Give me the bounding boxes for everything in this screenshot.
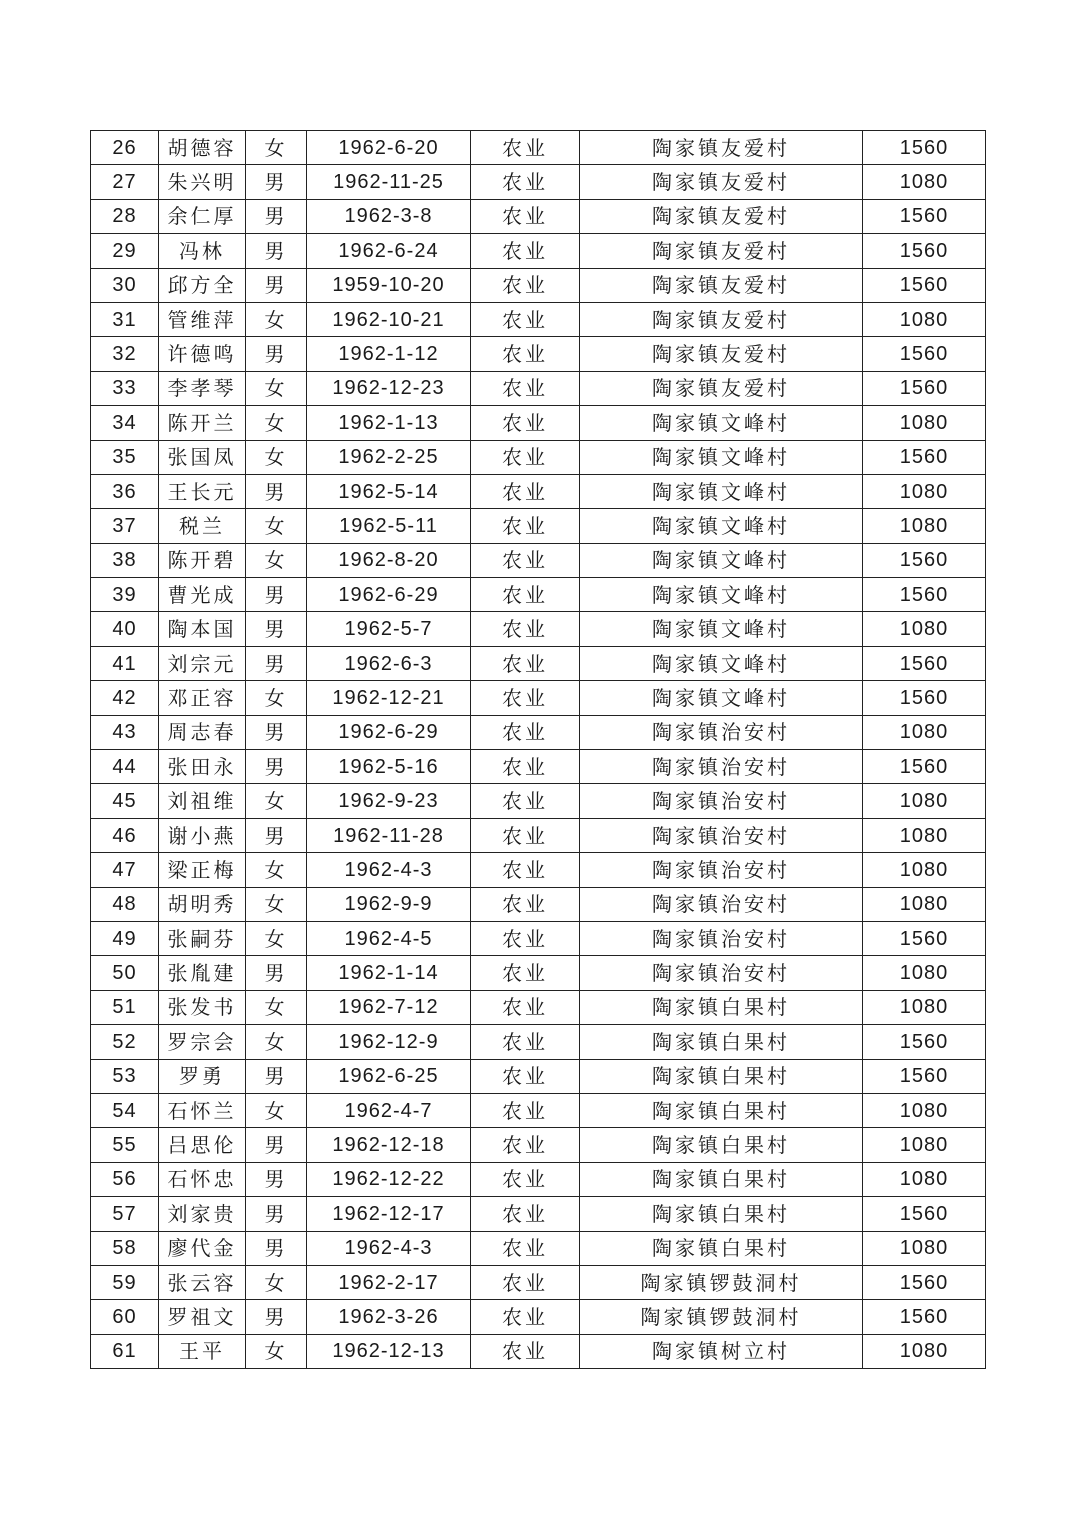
address-cell: 陶家镇白果村 (580, 1128, 863, 1162)
amount-cell: 1080 (863, 853, 986, 887)
row-number-cell: 48 (91, 887, 159, 921)
row-number-cell: 26 (91, 131, 159, 165)
occupation-cell: 农业 (471, 1128, 580, 1162)
sex-cell: 女 (246, 1093, 307, 1127)
table-row (91, 371, 986, 405)
row-number-cell: 28 (91, 199, 159, 233)
birth-date-cell: 1962-12-17 (307, 1197, 471, 1231)
birth-date-cell: 1962-1-14 (307, 956, 471, 990)
occupation-cell: 农业 (471, 1162, 580, 1196)
address-cell: 陶家镇治安村 (580, 784, 863, 818)
name-cell: 陈开碧 (159, 543, 246, 577)
table-row (91, 921, 986, 955)
table-row (91, 646, 986, 680)
table-row (91, 853, 986, 887)
row-number-cell: 31 (91, 302, 159, 336)
table-row (91, 681, 986, 715)
birth-date-cell: 1962-2-25 (307, 440, 471, 474)
address-cell: 陶家镇白果村 (580, 990, 863, 1024)
sex-cell: 男 (246, 750, 307, 784)
amount-cell: 1560 (863, 440, 986, 474)
occupation-cell: 农业 (471, 715, 580, 749)
name-cell: 罗祖文 (159, 1300, 246, 1334)
table-row (91, 1059, 986, 1093)
birth-date-cell: 1962-12-9 (307, 1025, 471, 1059)
address-cell: 陶家镇文峰村 (580, 612, 863, 646)
address-cell: 陶家镇锣鼓洞村 (580, 1300, 863, 1334)
occupation-cell: 农业 (471, 302, 580, 336)
amount-cell: 1080 (863, 406, 986, 440)
birth-date-cell: 1962-3-8 (307, 199, 471, 233)
name-cell: 罗勇 (159, 1059, 246, 1093)
occupation-cell: 农业 (471, 165, 580, 199)
amount-cell: 1080 (863, 509, 986, 543)
birth-date-cell: 1962-12-13 (307, 1334, 471, 1368)
amount-cell: 1080 (863, 784, 986, 818)
name-cell: 石怀忠 (159, 1162, 246, 1196)
sex-cell: 女 (246, 371, 307, 405)
name-cell: 谢小燕 (159, 818, 246, 852)
sex-cell: 男 (246, 956, 307, 990)
occupation-cell: 农业 (471, 234, 580, 268)
address-cell: 陶家镇白果村 (580, 1059, 863, 1093)
address-cell: 陶家镇文峰村 (580, 474, 863, 508)
birth-date-cell: 1962-12-18 (307, 1128, 471, 1162)
address-cell: 陶家镇文峰村 (580, 646, 863, 680)
address-cell: 陶家镇白果村 (580, 1197, 863, 1231)
table-row (91, 1231, 986, 1265)
occupation-cell: 农业 (471, 681, 580, 715)
address-cell: 陶家镇友爱村 (580, 302, 863, 336)
name-cell: 张胤建 (159, 956, 246, 990)
name-cell: 胡明秀 (159, 887, 246, 921)
address-cell: 陶家镇文峰村 (580, 543, 863, 577)
occupation-cell: 农业 (471, 853, 580, 887)
name-cell: 张嗣芬 (159, 921, 246, 955)
name-cell: 廖代金 (159, 1231, 246, 1265)
table-row (91, 1300, 986, 1334)
birth-date-cell: 1962-6-3 (307, 646, 471, 680)
row-number-cell: 49 (91, 921, 159, 955)
table-row (91, 715, 986, 749)
occupation-cell: 农业 (471, 818, 580, 852)
name-cell: 张云容 (159, 1265, 246, 1299)
birth-date-cell: 1962-11-28 (307, 818, 471, 852)
birth-date-cell: 1962-5-16 (307, 750, 471, 784)
sex-cell: 男 (246, 199, 307, 233)
address-cell: 陶家镇友爱村 (580, 268, 863, 302)
row-number-cell: 61 (91, 1334, 159, 1368)
row-number-cell: 56 (91, 1162, 159, 1196)
amount-cell: 1560 (863, 371, 986, 405)
address-cell: 陶家镇文峰村 (580, 406, 863, 440)
sex-cell: 男 (246, 165, 307, 199)
sex-cell: 女 (246, 302, 307, 336)
occupation-cell: 农业 (471, 887, 580, 921)
table-row (91, 234, 986, 268)
occupation-cell: 农业 (471, 990, 580, 1024)
sex-cell: 女 (246, 440, 307, 474)
row-number-cell: 38 (91, 543, 159, 577)
address-cell: 陶家镇治安村 (580, 956, 863, 990)
birth-date-cell: 1962-6-29 (307, 715, 471, 749)
name-cell: 余仁厚 (159, 199, 246, 233)
row-number-cell: 32 (91, 337, 159, 371)
occupation-cell: 农业 (471, 1334, 580, 1368)
name-cell: 邓正容 (159, 681, 246, 715)
name-cell: 冯林 (159, 234, 246, 268)
name-cell: 陈开兰 (159, 406, 246, 440)
row-number-cell: 41 (91, 646, 159, 680)
name-cell: 张国凤 (159, 440, 246, 474)
sex-cell: 女 (246, 990, 307, 1024)
address-cell: 陶家镇治安村 (580, 818, 863, 852)
amount-cell: 1560 (863, 199, 986, 233)
row-number-cell: 39 (91, 578, 159, 612)
sex-cell: 男 (246, 646, 307, 680)
table-row (91, 165, 986, 199)
name-cell: 李孝琴 (159, 371, 246, 405)
row-number-cell: 58 (91, 1231, 159, 1265)
occupation-cell: 农业 (471, 406, 580, 440)
amount-cell: 1080 (863, 474, 986, 508)
name-cell: 朱兴明 (159, 165, 246, 199)
name-cell: 胡德容 (159, 131, 246, 165)
name-cell: 刘宗元 (159, 646, 246, 680)
birth-date-cell: 1962-4-3 (307, 1231, 471, 1265)
amount-cell: 1560 (863, 131, 986, 165)
address-cell: 陶家镇治安村 (580, 715, 863, 749)
row-number-cell: 45 (91, 784, 159, 818)
amount-cell: 1080 (863, 1093, 986, 1127)
occupation-cell: 农业 (471, 371, 580, 405)
address-cell: 陶家镇治安村 (580, 853, 863, 887)
row-number-cell: 43 (91, 715, 159, 749)
address-cell: 陶家镇文峰村 (580, 509, 863, 543)
table-row (91, 474, 986, 508)
row-number-cell: 55 (91, 1128, 159, 1162)
sex-cell: 男 (246, 234, 307, 268)
occupation-cell: 农业 (471, 440, 580, 474)
table-row (91, 887, 986, 921)
amount-cell: 1080 (863, 887, 986, 921)
row-number-cell: 52 (91, 1025, 159, 1059)
row-number-cell: 51 (91, 990, 159, 1024)
name-cell: 曹光成 (159, 578, 246, 612)
name-cell: 陶本国 (159, 612, 246, 646)
birth-date-cell: 1962-1-12 (307, 337, 471, 371)
sex-cell: 女 (246, 1025, 307, 1059)
name-cell: 罗宗会 (159, 1025, 246, 1059)
birth-date-cell: 1962-5-14 (307, 474, 471, 508)
sex-cell: 男 (246, 474, 307, 508)
address-cell: 陶家镇白果村 (580, 1162, 863, 1196)
address-cell: 陶家镇文峰村 (580, 681, 863, 715)
name-cell: 邱方全 (159, 268, 246, 302)
row-number-cell: 40 (91, 612, 159, 646)
sex-cell: 女 (246, 406, 307, 440)
occupation-cell: 农业 (471, 268, 580, 302)
table-row (91, 337, 986, 371)
birth-date-cell: 1962-8-20 (307, 543, 471, 577)
birth-date-cell: 1962-11-25 (307, 165, 471, 199)
occupation-cell: 农业 (471, 1300, 580, 1334)
birth-date-cell: 1962-2-17 (307, 1265, 471, 1299)
amount-cell: 1560 (863, 921, 986, 955)
row-number-cell: 53 (91, 1059, 159, 1093)
amount-cell: 1560 (863, 1059, 986, 1093)
amount-cell: 1560 (863, 750, 986, 784)
name-cell: 许德鸣 (159, 337, 246, 371)
sex-cell: 男 (246, 1162, 307, 1196)
occupation-cell: 农业 (471, 1231, 580, 1265)
row-number-cell: 44 (91, 750, 159, 784)
birth-date-cell: 1962-12-22 (307, 1162, 471, 1196)
birth-date-cell: 1962-5-11 (307, 509, 471, 543)
sex-cell: 女 (246, 784, 307, 818)
sex-cell: 男 (246, 1197, 307, 1231)
birth-date-cell: 1962-5-7 (307, 612, 471, 646)
birth-date-cell: 1962-4-7 (307, 1093, 471, 1127)
table-row (91, 990, 986, 1024)
occupation-cell: 农业 (471, 578, 580, 612)
table-row (91, 1265, 986, 1299)
birth-date-cell: 1962-4-5 (307, 921, 471, 955)
sex-cell: 男 (246, 1128, 307, 1162)
amount-cell: 1560 (863, 543, 986, 577)
roster-body (91, 131, 986, 1369)
amount-cell: 1560 (863, 1300, 986, 1334)
row-number-cell: 33 (91, 371, 159, 405)
table-row (91, 1197, 986, 1231)
address-cell: 陶家镇文峰村 (580, 440, 863, 474)
row-number-cell: 34 (91, 406, 159, 440)
name-cell: 周志春 (159, 715, 246, 749)
row-number-cell: 29 (91, 234, 159, 268)
occupation-cell: 农业 (471, 1197, 580, 1231)
amount-cell: 1080 (863, 956, 986, 990)
table-row (91, 1128, 986, 1162)
amount-cell: 1080 (863, 1162, 986, 1196)
table-row (91, 131, 986, 165)
table-row (91, 509, 986, 543)
occupation-cell: 农业 (471, 612, 580, 646)
occupation-cell: 农业 (471, 750, 580, 784)
name-cell: 税兰 (159, 509, 246, 543)
row-number-cell: 30 (91, 268, 159, 302)
amount-cell: 1560 (863, 337, 986, 371)
sex-cell: 男 (246, 1231, 307, 1265)
amount-cell: 1560 (863, 268, 986, 302)
row-number-cell: 60 (91, 1300, 159, 1334)
name-cell: 刘家贵 (159, 1197, 246, 1231)
sex-cell: 男 (246, 1300, 307, 1334)
roster-table (90, 130, 986, 1369)
sex-cell: 男 (246, 268, 307, 302)
address-cell: 陶家镇治安村 (580, 921, 863, 955)
birth-date-cell: 1962-3-26 (307, 1300, 471, 1334)
name-cell: 张田永 (159, 750, 246, 784)
table-row (91, 268, 986, 302)
sex-cell: 女 (246, 543, 307, 577)
table-row (91, 1334, 986, 1368)
table-row (91, 612, 986, 646)
occupation-cell: 农业 (471, 337, 580, 371)
amount-cell: 1560 (863, 578, 986, 612)
table-row (91, 1093, 986, 1127)
address-cell: 陶家镇友爱村 (580, 234, 863, 268)
occupation-cell: 农业 (471, 131, 580, 165)
amount-cell: 1080 (863, 165, 986, 199)
sex-cell: 女 (246, 1334, 307, 1368)
row-number-cell: 46 (91, 818, 159, 852)
address-cell: 陶家镇文峰村 (580, 578, 863, 612)
sex-cell: 女 (246, 509, 307, 543)
occupation-cell: 农业 (471, 921, 580, 955)
sex-cell: 女 (246, 853, 307, 887)
occupation-cell: 农业 (471, 474, 580, 508)
row-number-cell: 47 (91, 853, 159, 887)
sex-cell: 男 (246, 578, 307, 612)
occupation-cell: 农业 (471, 509, 580, 543)
occupation-cell: 农业 (471, 1025, 580, 1059)
address-cell: 陶家镇友爱村 (580, 165, 863, 199)
birth-date-cell: 1962-6-25 (307, 1059, 471, 1093)
row-number-cell: 35 (91, 440, 159, 474)
name-cell: 王长元 (159, 474, 246, 508)
row-number-cell: 27 (91, 165, 159, 199)
address-cell: 陶家镇白果村 (580, 1231, 863, 1265)
table-row (91, 784, 986, 818)
amount-cell: 1080 (863, 990, 986, 1024)
occupation-cell: 农业 (471, 784, 580, 818)
name-cell: 刘祖维 (159, 784, 246, 818)
occupation-cell: 农业 (471, 543, 580, 577)
birth-date-cell: 1962-4-3 (307, 853, 471, 887)
amount-cell: 1080 (863, 1334, 986, 1368)
birth-date-cell: 1962-6-24 (307, 234, 471, 268)
name-cell: 吕思伦 (159, 1128, 246, 1162)
address-cell: 陶家镇治安村 (580, 887, 863, 921)
birth-date-cell: 1962-7-12 (307, 990, 471, 1024)
sex-cell: 男 (246, 337, 307, 371)
amount-cell: 1080 (863, 715, 986, 749)
name-cell: 石怀兰 (159, 1093, 246, 1127)
table-row (91, 956, 986, 990)
sex-cell: 男 (246, 612, 307, 646)
occupation-cell: 农业 (471, 646, 580, 680)
sex-cell: 女 (246, 681, 307, 715)
amount-cell: 1560 (863, 681, 986, 715)
name-cell: 管维萍 (159, 302, 246, 336)
table-row (91, 543, 986, 577)
table-row (91, 440, 986, 474)
address-cell: 陶家镇友爱村 (580, 199, 863, 233)
birth-date-cell: 1962-9-9 (307, 887, 471, 921)
amount-cell: 1560 (863, 1197, 986, 1231)
birth-date-cell: 1962-6-29 (307, 578, 471, 612)
birth-date-cell: 1962-12-21 (307, 681, 471, 715)
address-cell: 陶家镇白果村 (580, 1025, 863, 1059)
birth-date-cell: 1959-10-20 (307, 268, 471, 302)
row-number-cell: 50 (91, 956, 159, 990)
name-cell: 张发书 (159, 990, 246, 1024)
row-number-cell: 59 (91, 1265, 159, 1299)
sex-cell: 女 (246, 131, 307, 165)
amount-cell: 1080 (863, 1128, 986, 1162)
amount-cell: 1080 (863, 818, 986, 852)
table-row (91, 818, 986, 852)
table-row (91, 302, 986, 336)
table-row (91, 199, 986, 233)
table-row (91, 578, 986, 612)
address-cell: 陶家镇树立村 (580, 1334, 863, 1368)
occupation-cell: 农业 (471, 199, 580, 233)
occupation-cell: 农业 (471, 956, 580, 990)
sex-cell: 男 (246, 1059, 307, 1093)
row-number-cell: 57 (91, 1197, 159, 1231)
address-cell: 陶家镇治安村 (580, 750, 863, 784)
amount-cell: 1560 (863, 234, 986, 268)
table-row (91, 1162, 986, 1196)
table-row (91, 406, 986, 440)
amount-cell: 1560 (863, 1265, 986, 1299)
address-cell: 陶家镇友爱村 (580, 337, 863, 371)
name-cell: 王平 (159, 1334, 246, 1368)
birth-date-cell: 1962-10-21 (307, 302, 471, 336)
occupation-cell: 农业 (471, 1093, 580, 1127)
address-cell: 陶家镇锣鼓洞村 (580, 1265, 863, 1299)
amount-cell: 1080 (863, 1231, 986, 1265)
birth-date-cell: 1962-6-20 (307, 131, 471, 165)
address-cell: 陶家镇白果村 (580, 1093, 863, 1127)
sex-cell: 女 (246, 887, 307, 921)
row-number-cell: 37 (91, 509, 159, 543)
name-cell: 梁正梅 (159, 853, 246, 887)
sex-cell: 男 (246, 715, 307, 749)
birth-date-cell: 1962-12-23 (307, 371, 471, 405)
sex-cell: 女 (246, 1265, 307, 1299)
amount-cell: 1080 (863, 612, 986, 646)
table-row (91, 750, 986, 784)
birth-date-cell: 1962-9-23 (307, 784, 471, 818)
birth-date-cell: 1962-1-13 (307, 406, 471, 440)
row-number-cell: 42 (91, 681, 159, 715)
sex-cell: 女 (246, 921, 307, 955)
row-number-cell: 36 (91, 474, 159, 508)
occupation-cell: 农业 (471, 1265, 580, 1299)
table-row (91, 1025, 986, 1059)
address-cell: 陶家镇友爱村 (580, 371, 863, 405)
amount-cell: 1080 (863, 302, 986, 336)
sex-cell: 男 (246, 818, 307, 852)
address-cell: 陶家镇友爱村 (580, 131, 863, 165)
occupation-cell: 农业 (471, 1059, 580, 1093)
amount-cell: 1560 (863, 646, 986, 680)
amount-cell: 1560 (863, 1025, 986, 1059)
row-number-cell: 54 (91, 1093, 159, 1127)
